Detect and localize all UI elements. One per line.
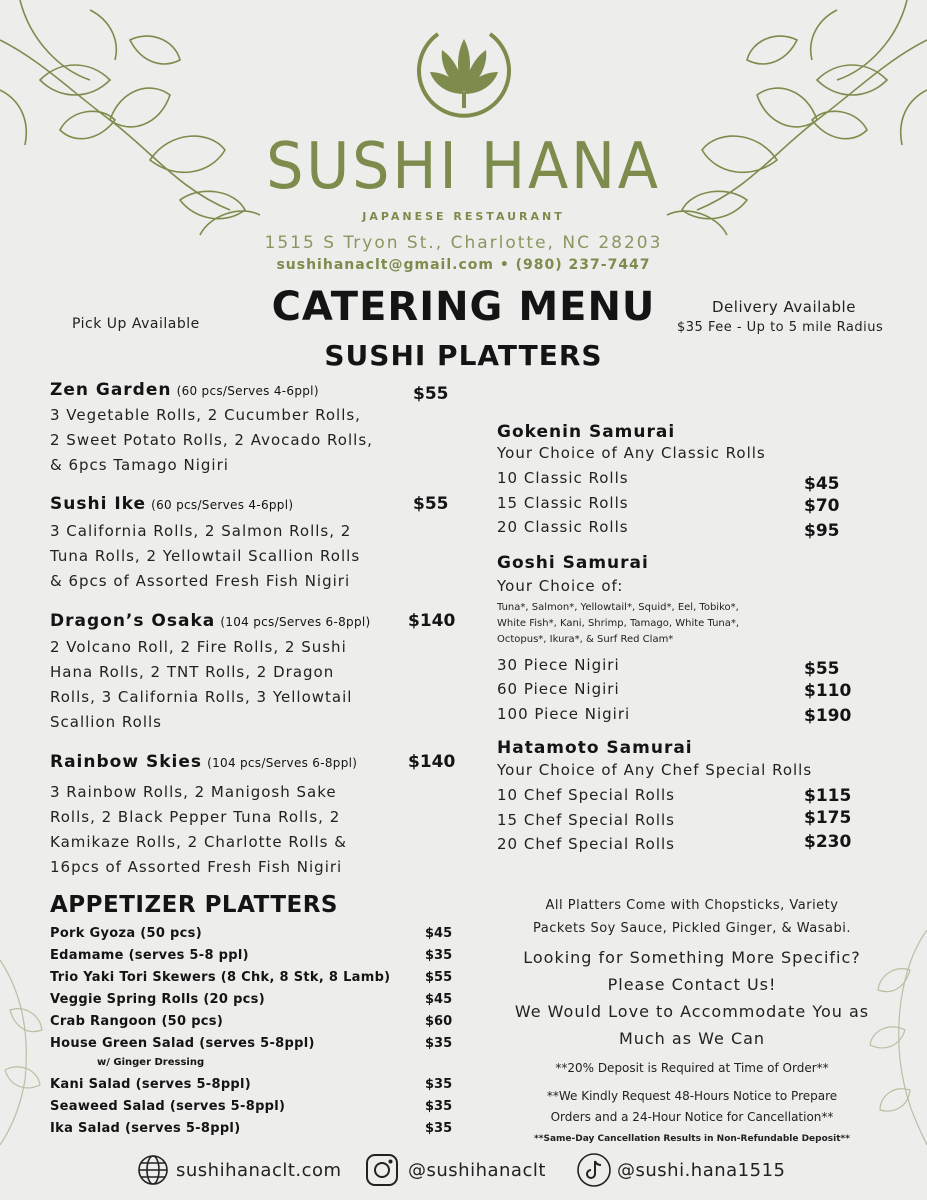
- appetizer-price: $55: [425, 970, 453, 985]
- restaurant-contact: sushihanaclt@gmail.com • (980) 237-7447: [276, 257, 651, 273]
- contact-us-note: Looking for Something More Specific? Please Contact Us! We Would Love to Accommodate You as Much as We Can: [514, 948, 870, 1048]
- globe-icon: [137, 1154, 169, 1186]
- appetizer-name: Crab Rangoon (50 pcs): [50, 1014, 224, 1029]
- delivery-note: Delivery Available: [712, 298, 856, 316]
- instagram-icon: [364, 1152, 400, 1188]
- platter-note: (60 pcs/Serves 4-6ppl): [176, 384, 319, 398]
- samurai-name: Goshi Samurai: [497, 553, 649, 573]
- samurai-option-price: $45: [804, 474, 840, 494]
- section-title-appetizers: APPETIZER PLATTERS: [50, 892, 338, 918]
- samurai-option-label: 20 Chef Special Rolls: [497, 835, 676, 853]
- platter-note: (104 pcs/Serves 6-8ppl): [220, 615, 371, 629]
- samurai-choice: Your Choice of:: [497, 577, 624, 595]
- platter-note: (60 pcs/Serves 4-6ppl): [151, 498, 294, 512]
- samurai-option-label: 15 Classic Rolls: [497, 494, 629, 512]
- samurai-option-price: $190: [804, 706, 852, 726]
- samurai-option-label: 10 Classic Rolls: [497, 469, 629, 487]
- platter-description: 2 Volcano Roll, 2 Fire Rolls, 2 Sushi Hana Rolls, 2 TNT Rolls, 2 Dragon Rolls, 3 California Rolls, 3 Yellowtail Scallion Rolls: [50, 638, 353, 731]
- samurai-option-price: $110: [804, 681, 852, 701]
- lotus-logo-icon: [408, 14, 520, 126]
- same-day-note: **Same-Day Cancellation Results in Non-Refundable Deposit**: [534, 1134, 850, 1144]
- tiktok-icon: [576, 1152, 612, 1188]
- platter-description: 3 Rainbow Rolls, 2 Manigosh Sake Rolls, 2 Black Pepper Tuna Rolls, 2 Kamikaze Rolls, 2 Charlotte Rolls & 16pcs of Assorted Fresh Fish Nigiri: [50, 783, 347, 876]
- platter-note: (104 pcs/Serves 6-8ppl): [207, 756, 358, 770]
- samurai-option-price: $115: [804, 786, 852, 806]
- samurai-option-price: $230: [804, 832, 852, 852]
- appetizer-price: $45: [425, 926, 453, 941]
- platter-dragons-osaka: [50, 611, 370, 631]
- platters-include-note: All Platters Come with Chopsticks, Variety Packets Soy Sauce, Pickled Ginger, & Wasabi.: [533, 898, 851, 936]
- samurai-option-label: 60 Piece Nigiri: [497, 680, 620, 698]
- restaurant-subtitle: JAPANESE RESTAURANT: [362, 210, 565, 223]
- deposit-note: **20% Deposit is Required at Time of Order**: [555, 1061, 829, 1075]
- samurai-option-label: 15 Chef Special Rolls: [497, 811, 676, 829]
- appetizer-price: $35: [425, 1099, 453, 1114]
- dressing-note: w/ Ginger Dressing: [97, 1057, 205, 1068]
- samurai-choice: Your Choice of Any Chef Special Rolls: [497, 761, 813, 779]
- samurai-option-label: 30 Piece Nigiri: [497, 656, 620, 674]
- platter-description: 3 California Rolls, 2 Salmon Rolls, 2 Tuna Rolls, 2 Yellowtail Scallion Rolls & 6pcs of Assorted Fresh Fish Nigiri: [50, 522, 361, 590]
- platter-description: 3 Vegetable Rolls, 2 Cucumber Rolls, 2 Sweet Potato Rolls, 2 Avocado Rolls, & 6pcs Tamago Nigiri: [50, 406, 373, 474]
- appetizer-name: Kani Salad (serves 5-8ppl): [50, 1077, 252, 1092]
- platter-name: Dragon’s Osaka: [50, 611, 216, 631]
- samurai-name: Hatamoto Samurai: [497, 738, 693, 758]
- platter-price: $140: [408, 611, 456, 631]
- appetizer-name: Pork Gyoza (50 pcs): [50, 926, 202, 941]
- page-title: CATERING MENU: [271, 284, 656, 330]
- fish-options-list: Tuna*, Salmon*, Yellowtail*, Squid*, Eel, Tobiko*, White Fish*, Kani, Shrimp, Tamago, White Tuna*, Octopus*, Ikura*, & Surf Red Clam*: [497, 602, 740, 645]
- appetizer-price: $45: [425, 992, 453, 1007]
- platter-sushi-ike: [50, 494, 293, 514]
- samurai-option-price: $70: [804, 496, 840, 516]
- platter-name: Rainbow Skies: [50, 752, 202, 772]
- platter-rainbow-skies: [50, 752, 357, 772]
- delivery-fee-note: $35 Fee - Up to 5 mile Radius: [677, 320, 884, 335]
- tiktok-handle[interactable]: @sushi.hana1515: [617, 1160, 786, 1181]
- appetizer-price: $35: [425, 1036, 453, 1051]
- appetizer-price: $60: [425, 1014, 453, 1029]
- samurai-name: Gokenin Samurai: [497, 422, 676, 442]
- samurai-choice: Your Choice of Any Classic Rolls: [497, 444, 766, 462]
- appetizer-price: $35: [425, 1077, 453, 1092]
- notice-note: **We Kindly Request 48-Hours Notice to Prepare Orders and a 24-Hour Notice for Cancellation**: [546, 1089, 838, 1124]
- samurai-option-label: 20 Classic Rolls: [497, 518, 629, 536]
- samurai-option-price: $175: [804, 808, 852, 828]
- website-link[interactable]: sushihanaclt.com: [176, 1160, 342, 1181]
- section-title-sushi-platters: SUSHI PLATTERS: [324, 339, 603, 372]
- appetizer-name: Trio Yaki Tori Skewers (8 Chk, 8 Stk, 8 Lamb): [50, 970, 391, 985]
- platter-price: $55: [413, 494, 449, 514]
- platter-price: $55: [413, 384, 449, 404]
- appetizer-name: Edamame (serves 5-8 ppl): [50, 948, 249, 963]
- appetizer-price: $35: [425, 1121, 453, 1136]
- restaurant-name: SUSHI HANA: [266, 130, 661, 204]
- platter-name: Sushi Ike: [50, 494, 147, 514]
- samurai-option-price: $95: [804, 521, 840, 541]
- platter-name: Zen Garden: [50, 380, 172, 400]
- samurai-option-label: 100 Piece Nigiri: [497, 705, 631, 723]
- samurai-option-label: 10 Chef Special Rolls: [497, 786, 676, 804]
- restaurant-address: 1515 S Tryon St., Charlotte, NC 28203: [264, 233, 663, 253]
- appetizer-price: $35: [425, 948, 453, 963]
- platter-zen-garden: [50, 380, 319, 400]
- appetizer-name: Ika Salad (serves 5-8ppl): [50, 1121, 241, 1136]
- appetizer-name: Seaweed Salad (serves 5-8ppl): [50, 1099, 286, 1114]
- appetizer-name: Veggie Spring Rolls (20 pcs): [50, 992, 265, 1007]
- pickup-note: Pick Up Available: [72, 316, 200, 332]
- samurai-option-price: $55: [804, 659, 840, 679]
- instagram-handle[interactable]: @sushihanaclt: [408, 1160, 546, 1181]
- platter-price: $140: [408, 752, 456, 772]
- appetizer-name: House Green Salad (serves 5-8ppl): [50, 1036, 315, 1051]
